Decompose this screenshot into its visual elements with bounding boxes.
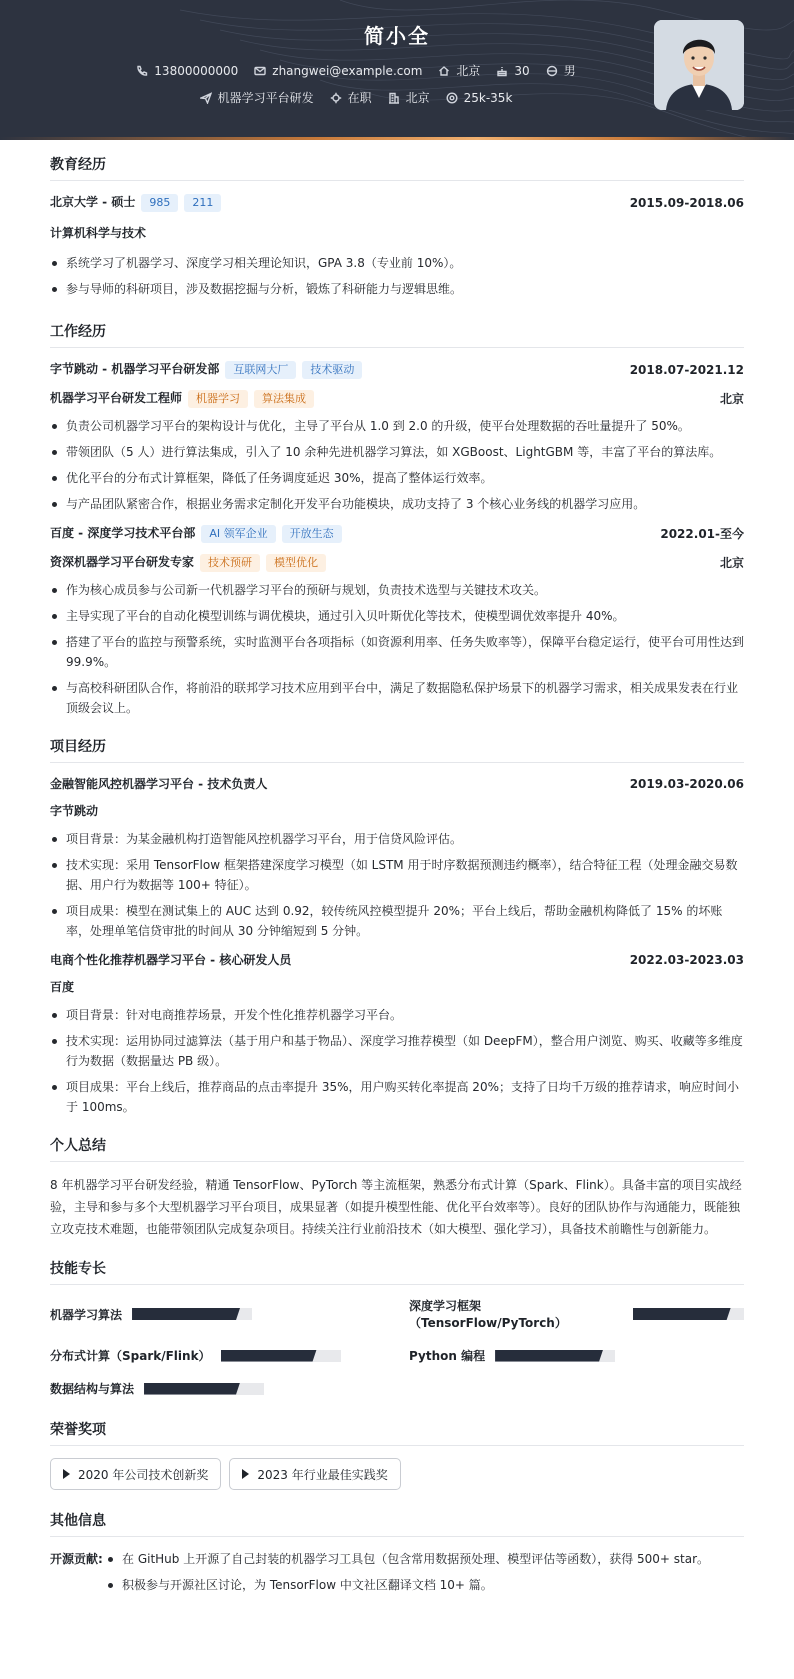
school-tag: 985 xyxy=(141,194,178,212)
triangle-bullet-icon xyxy=(242,1469,249,1479)
award-item xyxy=(50,1458,221,1490)
work-company: 百度 - 深度学习技术平台部 xyxy=(50,526,196,540)
list-item: 系统学习了机器学习、深度学习相关理论知识，GPA 3.8（专业前 10%）。 xyxy=(50,253,744,273)
list-item: 与高校科研团队合作，将前沿的联邦学习技术应用到平台中，满足了数据隐私保护场景下的机器学习需求，相关成果发表在行业顶级会议上。 xyxy=(50,678,744,718)
work-role-row xyxy=(50,389,744,408)
role-tag: 机器学习 xyxy=(188,390,248,408)
role-tag: 模型优化 xyxy=(266,554,326,572)
project-item xyxy=(50,951,744,1117)
intent-position xyxy=(200,89,314,106)
contact-email xyxy=(254,64,422,78)
work-role-row xyxy=(50,553,744,572)
intent-status xyxy=(330,89,372,106)
education-section xyxy=(50,154,744,299)
list-item: 与产品团队紧密合作，根据业务需求定制化开发平台功能模块，成功支持了 3 个核心业务线的机器学习应用。 xyxy=(50,494,744,514)
triangle-bullet-icon xyxy=(63,1469,70,1479)
contact-city xyxy=(438,62,480,79)
list-item: 项目背景：为某金融机构打造智能风控机器学习平台，用于信贷风险评估。 xyxy=(50,829,744,849)
project-item xyxy=(50,775,744,941)
other-bullets xyxy=(106,1549,744,1601)
education-bullets xyxy=(50,253,744,299)
mail-icon xyxy=(254,65,266,77)
contact-age-text: 30 xyxy=(514,63,530,78)
skill-bar-fill xyxy=(633,1308,731,1320)
award-text: 2020 年公司技术创新奖 xyxy=(78,1467,209,1482)
company-tag: 开放生态 xyxy=(282,525,342,543)
resume-body xyxy=(50,140,744,1601)
contact-phone xyxy=(136,64,238,78)
projects-section xyxy=(50,736,744,1117)
list-item: 在 GitHub 上开源了自己封装的机器学习工具包（包含常用数据预处理、模型评估等函数），获得 500+ star。 xyxy=(106,1549,744,1569)
intent-row xyxy=(0,89,712,106)
list-item: 项目成果：平台上线后，推荐商品的点击率提升 35%，用户购买转化率提高 20%；支持了日均千万级的推荐请求，响应时间小于 100ms。 xyxy=(50,1077,744,1117)
work-date: 2018.07-2021.12 xyxy=(629,362,744,377)
project-date: 2019.03-2020.06 xyxy=(629,776,744,791)
skill-name: 分布式计算（Spark/Flink） xyxy=(50,1349,211,1363)
contact-city-text: 北京 xyxy=(456,64,481,78)
school-tag: 211 xyxy=(184,194,221,212)
project-header-row xyxy=(50,951,744,968)
phone-icon xyxy=(136,65,148,77)
skill-item xyxy=(50,1347,385,1364)
work-city: 北京 xyxy=(719,392,744,406)
work-company-group xyxy=(50,524,342,543)
education-school: 北京大学 - 硕士 xyxy=(50,195,136,209)
salary-icon xyxy=(446,92,458,104)
skill-item xyxy=(409,1347,744,1364)
list-item: 作为核心成员参与公司新一代机器学习平台的预研与规划，负责技术选型与关键技术攻关。 xyxy=(50,580,744,600)
other-row xyxy=(50,1549,744,1601)
project-org: 字节跳动 xyxy=(50,804,99,818)
list-item: 优化平台的分布式计算框架，降低了任务调度延迟 30%，提高了整体运行效率。 xyxy=(50,468,744,488)
list-item: 参与导师的科研项目，涉及数据挖掘与分析，锻炼了科研能力与逻辑思维。 xyxy=(50,279,744,299)
list-item: 负责公司机器学习平台的架构设计与优化，主导了平台从 1.0 到 2.0 的升级，使平台处理数据的吞吐量提升了 50%。 xyxy=(50,416,744,436)
work-company-row xyxy=(50,524,744,543)
skill-item xyxy=(50,1297,385,1331)
portrait-avatar xyxy=(654,20,744,110)
list-item: 技术实现：运用协同过滤算法（基于用户和基于物品）、深度学习推荐模型（如 DeepFM），整合用户浏览、购买、收藏等多维度行为数据（数据量达 PB 级）。 xyxy=(50,1031,744,1071)
intent-salary xyxy=(446,91,513,105)
list-item: 搭建了平台的监控与预警系统，实时监测平台各项指标（如资源利用率、任务失败率等），保障平台稳定运行，使平台可用性达到 99.9%。 xyxy=(50,632,744,672)
skill-bar-fill xyxy=(221,1350,317,1362)
summary-title: 个人总结 xyxy=(50,1135,744,1162)
education-school-group xyxy=(50,193,221,212)
skill-bar-fill xyxy=(495,1350,603,1362)
home-icon xyxy=(438,65,450,77)
work-bullets xyxy=(50,416,744,514)
skill-item xyxy=(409,1297,744,1331)
send-icon xyxy=(200,92,212,104)
project-name: 电商个性化推荐机器学习平台 - 核心研发人员 xyxy=(50,953,292,967)
list-item: 积极参与开源社区讨论，为 TensorFlow 中文社区翻译文档 10+ 篇。 xyxy=(106,1575,744,1595)
intent-status-text: 在职 xyxy=(347,91,372,105)
intent-position-text: 机器学习平台研发 xyxy=(217,91,314,105)
skill-bar xyxy=(144,1383,264,1395)
company-tag: 互联网大厂 xyxy=(225,361,296,379)
list-item: 项目背景：针对电商推荐场景，开发个性化推荐机器学习平台。 xyxy=(50,1005,744,1025)
profile-photo xyxy=(654,20,744,110)
work-item xyxy=(50,360,744,514)
skill-name: 机器学习算法 xyxy=(50,1307,123,1322)
work-company-row xyxy=(50,360,744,379)
work-item xyxy=(50,524,744,718)
education-title: 教育经历 xyxy=(50,154,744,181)
skill-bar xyxy=(495,1350,615,1362)
skills-section xyxy=(50,1258,744,1397)
work-role: 机器学习平台研发工程师 xyxy=(50,391,183,405)
list-item: 带领团队（5 人）进行算法集成，引入了 10 余种先进机器学习算法，如 XGBoost、LightGBM 等，丰富了平台的算法库。 xyxy=(50,442,744,462)
project-name: 金融智能风控机器学习平台 - 技术负责人 xyxy=(50,777,268,791)
role-tag: 技术预研 xyxy=(200,554,260,572)
work-role-group xyxy=(50,389,314,408)
skills-title: 技能专长 xyxy=(50,1258,744,1285)
skills-grid xyxy=(50,1297,744,1397)
other-title: 其他信息 xyxy=(50,1510,744,1537)
contact-age xyxy=(496,64,529,78)
list-item: 项目成果：模型在测试集上的 AUC 达到 0.92，较传统风控模型提升 20%；平台上线后，帮助金融机构降低了 15% 的坏账率，处理单笔信贷审批的时间从 30 分钟缩短到 5 分钟。 xyxy=(50,901,744,941)
work-company-group xyxy=(50,360,362,379)
contact-email-text: zhangwei@example.com xyxy=(272,63,423,78)
other-section xyxy=(50,1510,744,1601)
award-text: 2023 年行业最佳实践奖 xyxy=(257,1467,388,1482)
contact-gender xyxy=(546,62,576,79)
awards-list xyxy=(50,1458,744,1490)
summary-section xyxy=(50,1135,744,1240)
skill-name: 深度学习框架（TensorFlow/PyTorch） xyxy=(409,1299,567,1330)
intent-city-text: 北京 xyxy=(405,91,430,105)
skill-bar xyxy=(132,1308,252,1320)
skill-item xyxy=(50,1380,385,1397)
contact-gender-text: 男 xyxy=(563,64,576,78)
intent-city xyxy=(388,89,430,106)
work-role-group xyxy=(50,553,326,572)
work-section xyxy=(50,321,744,718)
role-tag: 算法集成 xyxy=(254,390,314,408)
company-tag: AI 领军企业 xyxy=(201,525,275,543)
work-title: 工作经历 xyxy=(50,321,744,348)
work-bullets xyxy=(50,580,744,718)
work-role: 资深机器学习平台研发专家 xyxy=(50,555,195,569)
contact-phone-text: 13800000000 xyxy=(154,63,239,78)
work-city: 北京 xyxy=(719,556,744,570)
projects-title: 项目经历 xyxy=(50,736,744,763)
education-header-row xyxy=(50,193,744,212)
education-major: 计算机科学与技术 xyxy=(50,226,147,240)
skill-name: Python 编程 xyxy=(409,1349,486,1363)
skill-bar-fill xyxy=(144,1383,240,1395)
skill-name: 数据结构与算法 xyxy=(50,1382,135,1396)
skill-bar xyxy=(221,1350,341,1362)
list-item: 主导实现了平台的自动化模型训练与调优模块，通过引入贝叶斯优化等技术，使模型调优效率提升 40%。 xyxy=(50,606,744,626)
project-org: 百度 xyxy=(50,980,75,994)
work-company: 字节跳动 - 机器学习平台研发部 xyxy=(50,362,220,376)
status-icon xyxy=(330,92,342,104)
cake-icon xyxy=(496,65,508,77)
other-label: 开源贡献: xyxy=(50,1552,103,1566)
award-item xyxy=(229,1458,400,1490)
contact-row xyxy=(0,62,712,79)
candidate-name: 简小全 xyxy=(364,24,430,48)
summary-text: 8 年机器学习平台研发经验，精通 TensorFlow、PyTorch 等主流框架，熟悉分布式计算（Spark、Flink）。具备丰富的项目实战经验，主导和参与多个大型机器学习平台项目，成果显著（如提升模型性能、优化平台效率等）。良好的团队协作与沟通能力，既能独立攻克技术难题，也能带领团队完成复杂项目。持续关注行业前沿技术（如大模型、强化学习），具备技术前瞻性与创新能力。 xyxy=(50,1178,742,1236)
intent-salary-text: 25k-35k xyxy=(463,90,513,105)
company-tag: 技术驱动 xyxy=(302,361,362,379)
project-bullets xyxy=(50,829,744,941)
awards-title: 荣誉奖项 xyxy=(50,1419,744,1446)
awards-section xyxy=(50,1419,744,1490)
gender-icon xyxy=(546,65,558,77)
skill-bar-fill xyxy=(132,1308,240,1320)
resume-header xyxy=(0,0,794,140)
list-item: 技术实现：采用 TensorFlow 框架搭建深度学习模型（如 LSTM 用于时序数据预测违约概率），结合特征工程（处理金融交易数据、用户行为数据等 100+ 特征）。 xyxy=(50,855,744,895)
building-icon xyxy=(388,92,400,104)
skill-bar xyxy=(633,1308,744,1320)
work-date: 2022.01-至今 xyxy=(660,527,744,541)
project-date: 2022.03-2023.03 xyxy=(629,952,744,967)
project-header-row xyxy=(50,775,744,792)
project-bullets xyxy=(50,1005,744,1117)
education-date: 2015.09-2018.06 xyxy=(629,195,744,210)
